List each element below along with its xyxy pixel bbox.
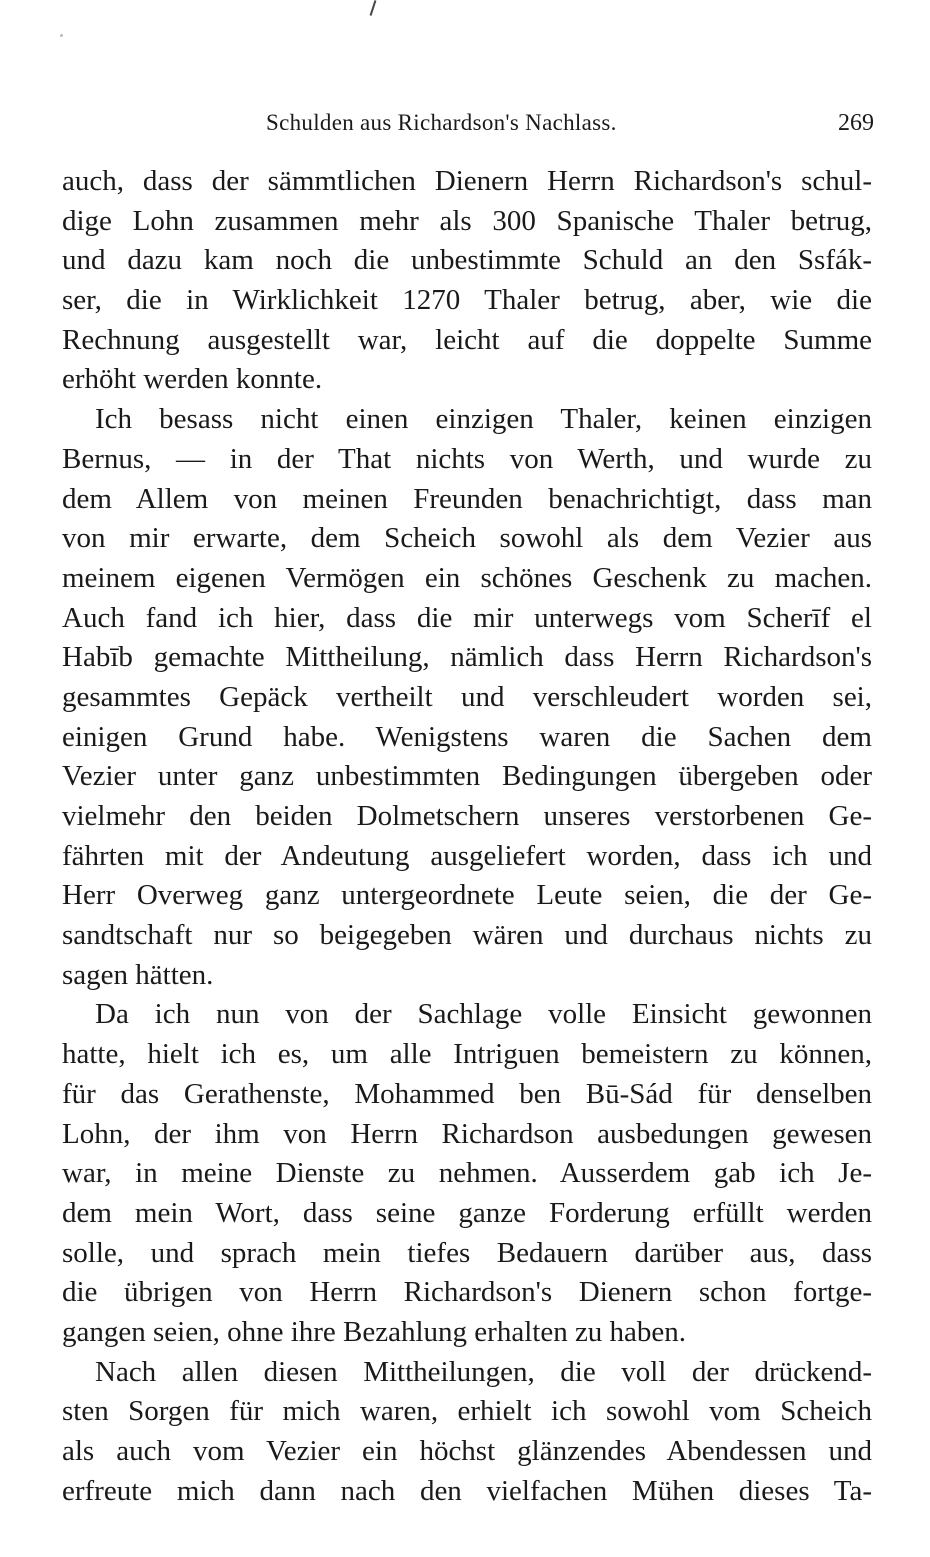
text-line: vielmehr den beiden Dolmetschern unseres verstorbenen Ge- (62, 800, 872, 832)
text-line: Da ich nun von der Sachlage volle Einsicht gewonnen (95, 998, 872, 1031)
text-line: Lohn, der ihm von Herrn Richardson ausbedungen gewesen (62, 1117, 872, 1150)
text-line: Auch fand ich hier, dass die mir unterwegs vom Scherīf el (62, 601, 872, 634)
text-line: Habīb gemachte Mittheilung, nämlich dass Herrn Richardson's (62, 641, 872, 674)
text-line: sandtschaft nur so beigegeben wären und durchaus nichts zu (62, 919, 872, 952)
text-line: auch, dass der sämmtlichen Dienern Herrn Richardson's schul- (62, 165, 872, 197)
text-line: erfreute mich dann nach den vielfachen Mühen dieses Ta- (62, 1474, 872, 1507)
text-line: war, in meine Dienste zu nehmen. Ausserdem gab ich Je- (62, 1157, 872, 1190)
text-line: gangen seien, ohne ihre Bezahlung erhalten zu haben. (62, 1315, 687, 1348)
text-line: und dazu kam noch die unbestimmte Schuld an den Ssfák- (62, 244, 872, 277)
text-line: ser, die in Wirklichkeit 1270 Thaler betrug, aber, wie die (62, 284, 872, 317)
text-line: dige Lohn zusammen mehr als 300 Spanische Thaler betrug, (62, 204, 872, 237)
text-line: einigen Grund habe. Wenigstens waren die Sachen dem (62, 720, 872, 753)
running-title: Schulden aus Richardson's Nachlass. (266, 110, 617, 135)
text-line: meinem eigenen Vermögen ein schönes Geschenk zu machen. (62, 561, 872, 594)
text-line: fährten mit der Andeutung ausgeliefert worden, dass ich und (62, 839, 872, 872)
text-line: Nach allen diesen Mittheilungen, die voll der drückend- (95, 1355, 872, 1388)
text-line: sagen hätten. (62, 958, 214, 991)
running-head (62, 106, 874, 140)
print-dot (60, 34, 63, 37)
text-line: gesammtes Gepäck vertheilt und verschleudert worden sei, (62, 680, 872, 713)
text-line: Rechnung ausgestellt war, leicht auf die doppelte Summe (62, 323, 872, 356)
text-line: als auch vom Vezier ein höchst glänzendes Abendessen und (62, 1435, 872, 1467)
text-line: Vezier unter ganz unbestimmten Bedingungen übergeben oder (62, 760, 872, 793)
text-line: sten Sorgen für mich waren, erhielt ich sowohl vom Scheich (62, 1395, 872, 1428)
body-text (62, 162, 872, 1511)
print-speck (370, 0, 377, 16)
text-line: für das Gerathenste, Mohammed ben Bū-Sád für denselben (62, 1077, 872, 1110)
text-line: solle, und sprach mein tiefes Bedauern darüber aus, dass (62, 1236, 872, 1269)
page-number: 269 (838, 110, 874, 136)
text-line: hatte, hielt ich es, um alle Intriguen bemeistern zu können, (62, 1038, 872, 1071)
text-line: von mir erwarte, dem Scheich sowohl als dem Vezier aus (62, 522, 872, 555)
text-line: Bernus, — in der That nichts von Werth, und wurde zu (62, 442, 872, 475)
text-line: erhöht werden konnte. (62, 363, 323, 396)
text-line: Herr Overweg ganz untergeordnete Leute seien, die der Ge- (62, 879, 872, 912)
text-line: dem Allem von meinen Freunden benachrichtigt, dass man (62, 482, 872, 515)
text-line: Ich besass nicht einen einzigen Thaler, keinen einzigen (95, 403, 872, 436)
text-line: dem mein Wort, dass seine ganze Forderung erfüllt werden (62, 1196, 872, 1229)
text-line: die übrigen von Herrn Richardson's Dienern schon fortge- (62, 1276, 872, 1309)
